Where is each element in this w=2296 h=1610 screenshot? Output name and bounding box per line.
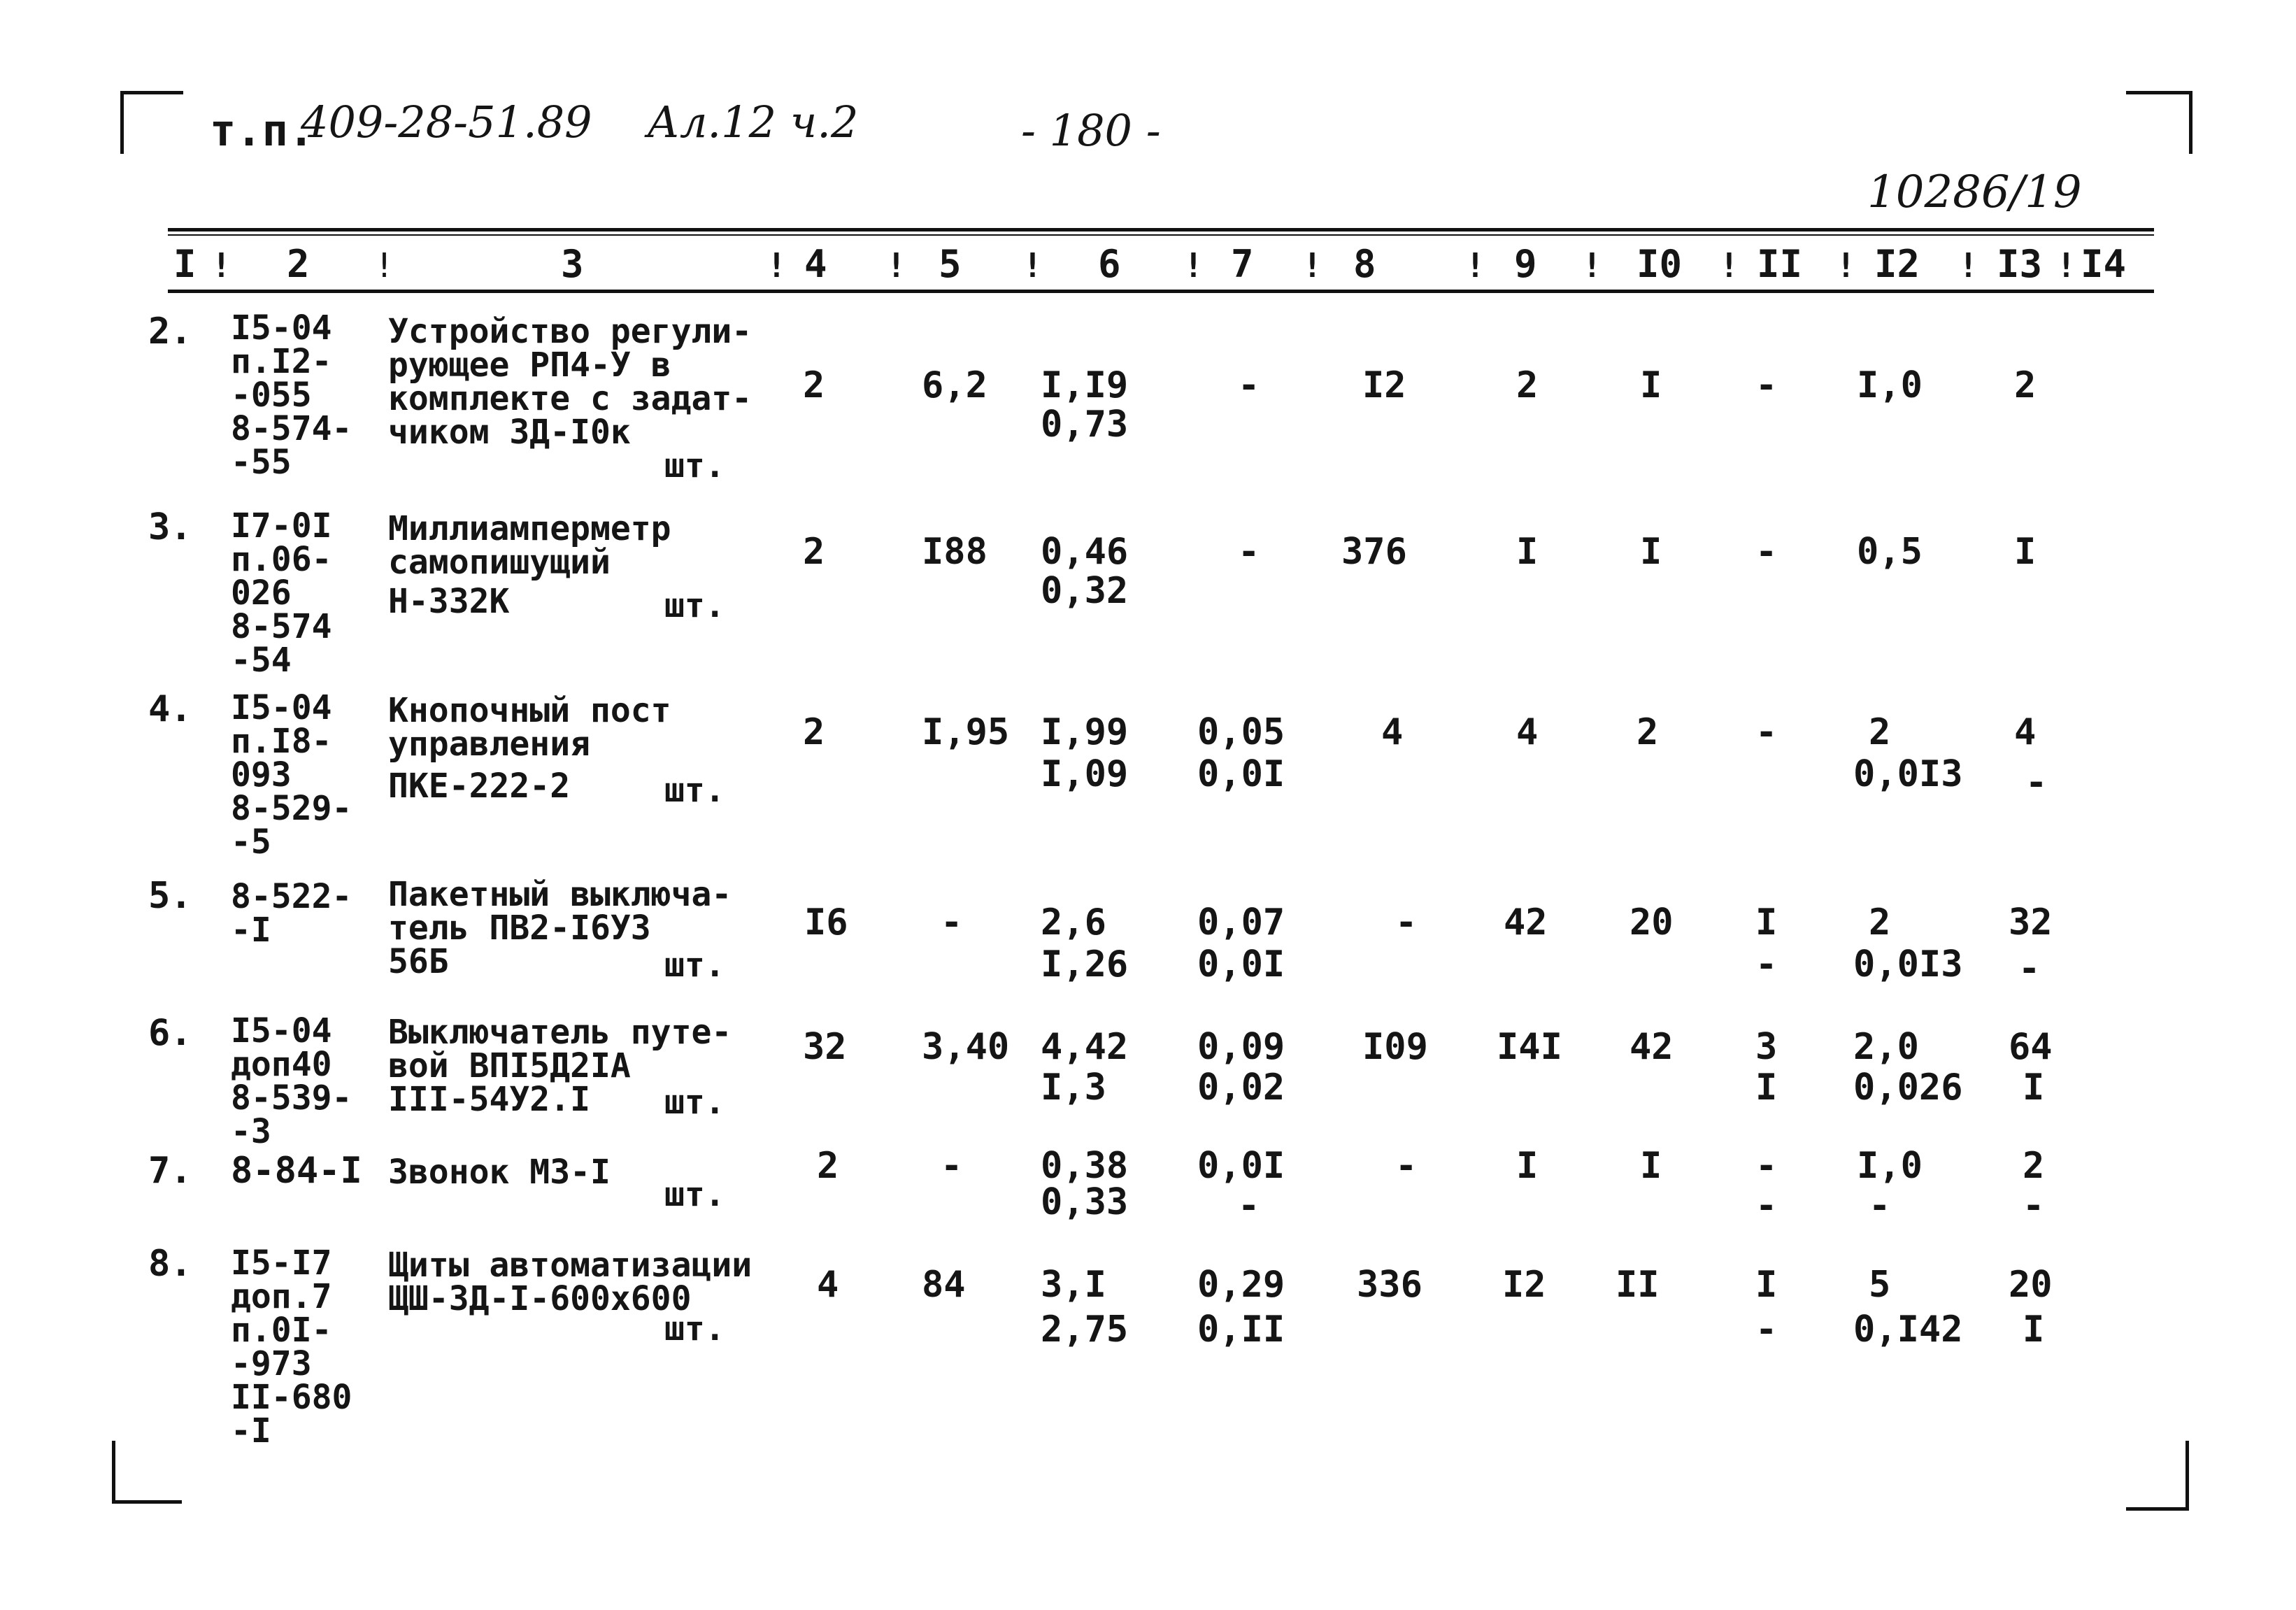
cell-col7: - xyxy=(1238,364,1260,406)
cell-col12: 2,0 xyxy=(1853,1026,1919,1068)
cell-col11: 3 xyxy=(1755,1026,1778,1068)
table-top-rule xyxy=(168,228,2154,231)
code-line: 8-574 xyxy=(231,607,332,646)
name-line: Миллиамперметр xyxy=(388,509,671,548)
cell-col10: 42 xyxy=(1630,1026,1674,1068)
code-line: 8-574- xyxy=(231,409,352,448)
cell-col13: I xyxy=(2023,1067,2045,1109)
col-header-13: I3 xyxy=(1997,242,2043,286)
col-header-9: 9 xyxy=(1514,242,1537,286)
cell-col13: - xyxy=(2023,1185,2045,1227)
cell-col4: 2 xyxy=(817,1145,839,1187)
header-separator: ! xyxy=(1719,246,1739,285)
col-header-7: 7 xyxy=(1231,242,1254,286)
unit-label: шт. xyxy=(664,1309,725,1348)
col-header-2: 2 xyxy=(287,242,310,286)
row-number: 2. xyxy=(148,311,192,352)
cell-col4: 2 xyxy=(803,364,825,406)
code-line: I5-I7 xyxy=(231,1244,332,1283)
header-separator: ! xyxy=(374,246,394,285)
cell-col4: 2 xyxy=(803,711,825,753)
cell-col10: I xyxy=(1640,364,1662,406)
code-line: п.I8- xyxy=(231,722,332,761)
cell-col8: - xyxy=(1395,902,1418,943)
table-header-bottom-rule xyxy=(168,290,2154,293)
row-number: 8. xyxy=(148,1243,192,1285)
cell-col12: I,0 xyxy=(1857,1145,1923,1187)
cell-col7: 0,02 xyxy=(1197,1067,1285,1109)
cell-col7: 0,0I xyxy=(1197,753,1285,795)
header-separator: ! xyxy=(1582,246,1602,285)
cell-col5: - xyxy=(941,902,963,943)
cell-col11: - xyxy=(1755,1185,1778,1227)
cell-col12: 0,0I3 xyxy=(1853,753,1963,795)
col-header-8: 8 xyxy=(1353,242,1376,286)
cell-col13: 4 xyxy=(2014,711,2037,753)
cell-col8: 336 xyxy=(1357,1264,1422,1306)
unit-label: шт. xyxy=(664,946,725,985)
cell-col11: - xyxy=(1755,1145,1778,1187)
cell-col13: 32 xyxy=(2009,902,2053,943)
name-line: комплекте с задат- xyxy=(388,379,753,418)
name-line: чиком ЗД-I0к xyxy=(388,413,631,452)
code-line: -3 xyxy=(231,1112,271,1151)
cell-col9: I xyxy=(1516,1145,1539,1187)
name-line: Выключатель путе- xyxy=(388,1013,732,1052)
cell-col7: 0,0I xyxy=(1197,1145,1285,1187)
row-number: 6. xyxy=(148,1012,192,1054)
cell-col8: I2 xyxy=(1362,364,1406,406)
cell-col6: 0,73 xyxy=(1041,404,1129,446)
code-line: II-680 xyxy=(231,1378,352,1417)
col-header-4: 4 xyxy=(804,242,827,286)
code-line: доп40 xyxy=(231,1045,332,1084)
cell-col9: I2 xyxy=(1502,1264,1546,1306)
cell-col13: 2 xyxy=(2014,364,2037,406)
col-header-10: I0 xyxy=(1637,242,1683,286)
corner-mark-top-right xyxy=(2126,91,2192,154)
name-line: III-54У2.I xyxy=(388,1080,590,1119)
header-separator: ! xyxy=(1183,246,1204,285)
cell-col11: - xyxy=(1755,364,1778,406)
cell-col5: 84 xyxy=(922,1264,966,1306)
cell-col13: 20 xyxy=(2009,1264,2053,1306)
cell-col6: 2,6 xyxy=(1041,902,1106,943)
page-number: - 180 - xyxy=(1021,105,1161,156)
code-line: -54 xyxy=(231,641,292,680)
corner-mark-bottom-left xyxy=(112,1441,182,1504)
cell-col9: 42 xyxy=(1504,902,1548,943)
cell-col7: 0,II xyxy=(1197,1309,1285,1351)
name-line: тель ПВ2-I6УЗ xyxy=(388,909,651,948)
cell-col12: I,0 xyxy=(1857,364,1923,406)
code-line: -I xyxy=(231,1411,271,1451)
cell-col6: 0,38 xyxy=(1041,1145,1129,1187)
name-line: рующее РП4-У в xyxy=(388,345,671,385)
col-header-14: I4 xyxy=(2081,242,2127,286)
cell-col13: 64 xyxy=(2009,1026,2053,1068)
cell-col11: - xyxy=(1755,531,1778,573)
col-header-6: 6 xyxy=(1098,242,1121,286)
cell-col13: 2 xyxy=(2023,1145,2045,1187)
unit-label: шт. xyxy=(664,1175,725,1214)
code-line: 8-84-I xyxy=(231,1150,362,1192)
cell-col11: I xyxy=(1755,902,1778,943)
cell-col10: I xyxy=(1640,1145,1662,1187)
code-line: доп.7 xyxy=(231,1277,332,1316)
cell-col8: I09 xyxy=(1362,1026,1428,1068)
row-number: 3. xyxy=(148,506,192,548)
name-line: Кнопочный пост xyxy=(388,691,671,730)
cell-col6: I,99 xyxy=(1041,711,1129,753)
cell-col11: - xyxy=(1755,1309,1778,1351)
cell-col6: I,I9 xyxy=(1041,364,1129,406)
code-line: -55 xyxy=(231,443,292,482)
cell-col5: I,95 xyxy=(922,711,1010,753)
cell-col11: I xyxy=(1755,1067,1778,1109)
cell-col10: 2 xyxy=(1637,711,1659,753)
cell-col6: 0,32 xyxy=(1041,570,1129,612)
cell-col13: - xyxy=(2025,762,2048,804)
cell-col4: 4 xyxy=(817,1264,839,1306)
tp-prefix: т.п. xyxy=(210,105,315,156)
code-line: 8-539- xyxy=(231,1078,352,1118)
name-line: Устройство регули- xyxy=(388,312,753,351)
name-line: самопишущий xyxy=(388,543,611,582)
cell-col9: I4I xyxy=(1497,1026,1562,1068)
cell-col12: 2 xyxy=(1869,902,1891,943)
cell-col13: I xyxy=(2023,1309,2045,1351)
header-separator: ! xyxy=(1302,246,1322,285)
unit-label: шт. xyxy=(664,446,725,485)
code-line: -5 xyxy=(231,822,271,862)
code-line: 8-522- xyxy=(231,877,352,916)
name-line: 56Б xyxy=(388,942,449,981)
code-line: 093 xyxy=(231,755,292,795)
table-top-rule-thin xyxy=(168,234,2154,236)
unit-label: шт. xyxy=(664,1083,725,1122)
corner-mark-bottom-right xyxy=(2126,1441,2189,1511)
code-line: п.I2- xyxy=(231,342,332,381)
cell-col9: I xyxy=(1516,531,1539,573)
cell-col6: 0,46 xyxy=(1041,531,1129,573)
col-header-12: I2 xyxy=(1874,242,1920,286)
cell-col6: I,09 xyxy=(1041,753,1129,795)
col-header-1: I xyxy=(173,242,197,286)
cell-col6: 2,75 xyxy=(1041,1309,1129,1351)
code-line: -I xyxy=(231,911,271,950)
cell-col12: 0,I42 xyxy=(1853,1309,1963,1351)
cell-col6: I,3 xyxy=(1041,1067,1106,1109)
name-line: ПКЕ-222-2 xyxy=(388,767,571,806)
code-line: 026 xyxy=(231,574,292,613)
name-line: Н-332К xyxy=(388,582,510,621)
cell-col7: 0,29 xyxy=(1197,1264,1285,1306)
cell-col7: 0,07 xyxy=(1197,902,1285,943)
inventory-number: 10286/19 xyxy=(1867,166,2082,218)
row-number: 4. xyxy=(148,688,192,730)
col-header-5: 5 xyxy=(939,242,962,286)
cell-col4: 2 xyxy=(803,531,825,573)
header-separator: ! xyxy=(766,246,787,285)
cell-col7: 0,0I xyxy=(1197,943,1285,985)
cell-col12: 0,0I3 xyxy=(1853,943,1963,985)
name-line: ЩШ-ЗД-I-600х600 xyxy=(388,1279,692,1318)
cell-col12: - xyxy=(1869,1185,1891,1227)
cell-col5: 3,40 xyxy=(922,1026,1010,1068)
cell-col11: I xyxy=(1755,1264,1778,1306)
name-line: Пакетный выключа- xyxy=(388,875,732,914)
cell-col9: 2 xyxy=(1516,364,1539,406)
header-separator: ! xyxy=(1836,246,1856,285)
name-line: Звонок МЗ-I xyxy=(388,1153,611,1192)
header-separator: ! xyxy=(1465,246,1485,285)
corner-mark-top-left xyxy=(120,91,183,154)
cell-col13: I xyxy=(2014,531,2037,573)
cell-col5: - xyxy=(941,1145,963,1187)
code-line: 8-529- xyxy=(231,789,352,828)
cell-col6: I,26 xyxy=(1041,943,1129,985)
cell-col5: 6,2 xyxy=(922,364,987,406)
album-reference: Ал.12 ч.2 xyxy=(647,97,859,148)
header-separator: ! xyxy=(886,246,906,285)
cell-col7: 0,05 xyxy=(1197,711,1285,753)
cell-col13: - xyxy=(2018,948,2041,990)
row-number: 7. xyxy=(148,1150,192,1192)
cell-col8: 4 xyxy=(1381,711,1404,753)
unit-label: шт. xyxy=(664,771,725,810)
cell-col12: 2 xyxy=(1869,711,1891,753)
tp-number: 409-28-51.89 xyxy=(301,97,592,148)
code-line: I7-0I xyxy=(231,506,332,546)
cell-col5: I88 xyxy=(922,531,987,573)
cell-col6: 4,42 xyxy=(1041,1026,1129,1068)
code-line: I5-04 xyxy=(231,308,332,348)
cell-col8: - xyxy=(1395,1145,1418,1187)
cell-col12: 0,5 xyxy=(1857,531,1923,573)
cell-col7: 0,09 xyxy=(1197,1026,1285,1068)
name-line: Щиты автоматизации xyxy=(388,1246,753,1285)
cell-col7: - xyxy=(1238,1185,1260,1227)
cell-col10: II xyxy=(1616,1264,1660,1306)
cell-col10: 20 xyxy=(1630,902,1674,943)
col-header-3: 3 xyxy=(561,242,584,286)
cell-col6: 3,I xyxy=(1041,1264,1106,1306)
header-separator: ! xyxy=(2056,246,2076,285)
cell-col8: 376 xyxy=(1341,531,1407,573)
cell-col12: 0,026 xyxy=(1853,1067,1963,1109)
header-separator: ! xyxy=(211,246,231,285)
cell-col6: 0,33 xyxy=(1041,1181,1129,1223)
name-line: вой ВПI5Д2IА xyxy=(388,1046,631,1085)
unit-label: шт. xyxy=(664,586,725,625)
cell-col4: I6 xyxy=(804,902,848,943)
code-line: I5-04 xyxy=(231,688,332,727)
header-separator: ! xyxy=(1958,246,1978,285)
code-line: п.0I- xyxy=(231,1311,332,1350)
cell-col10: I xyxy=(1640,531,1662,573)
cell-col7: - xyxy=(1238,531,1260,573)
code-line: I5-04 xyxy=(231,1011,332,1050)
code-line: п.06- xyxy=(231,540,332,579)
col-header-11: II xyxy=(1757,242,1803,286)
row-number: 5. xyxy=(148,875,192,917)
cell-col11: - xyxy=(1755,943,1778,985)
header-separator: ! xyxy=(1022,246,1043,285)
cell-col12: 5 xyxy=(1869,1264,1891,1306)
cell-col9: 4 xyxy=(1516,711,1539,753)
cell-col11: - xyxy=(1755,711,1778,753)
code-line: -055 xyxy=(231,376,312,415)
code-line: -973 xyxy=(231,1344,312,1383)
name-line: управления xyxy=(388,725,590,764)
cell-col4: 32 xyxy=(803,1026,847,1068)
